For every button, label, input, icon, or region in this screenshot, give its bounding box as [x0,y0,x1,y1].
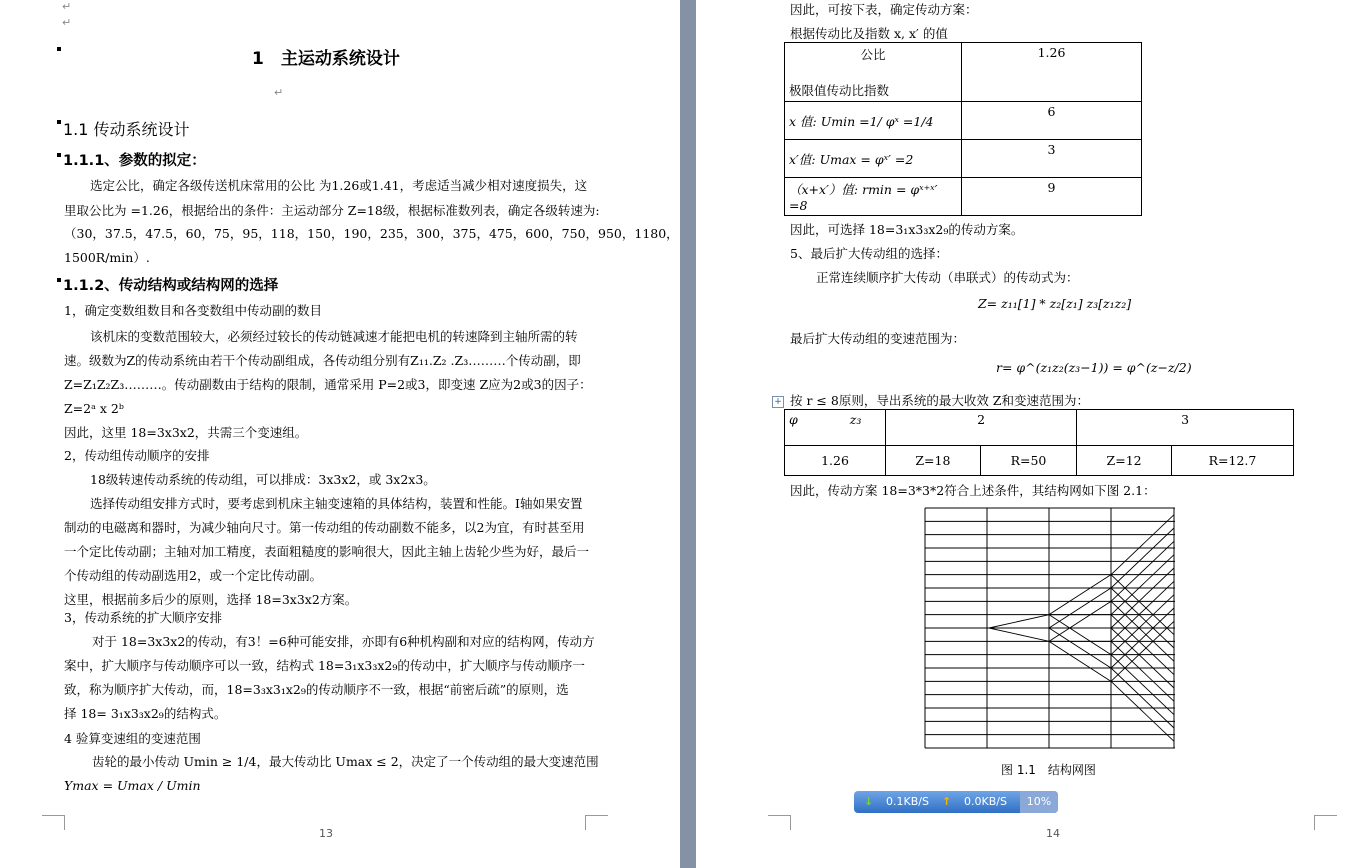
row-value: 6 [962,102,1142,140]
row-value: 9 [962,178,1142,216]
body-line: 致，称为顺序扩大传动，而，18=3₃x3₁x2₉的传动顺序不一致，根据“前密后疏”的原则，选 [64,682,569,697]
formula: r= φ^(z₁z₂(z₃−1)) = φ^(z−z/2) [996,360,1192,375]
net-ray [1111,588,1174,648]
upload-arrow-icon: ↑ [942,795,952,808]
page-number: 14 [1046,827,1060,840]
body-line: 因此，可选择 18=3₁x3₃x2₉的传动方案。 [790,222,1024,237]
margin-corner [42,815,65,830]
row-value: 3 [962,140,1142,178]
net-ray [1049,601,1111,641]
body-line: 18级转速传动系统的传动组，可以排成：3x3x2，或 3x2x3。 [90,472,436,487]
section-heading: 1.1 传动系统设计 [63,120,190,139]
phi-symbol: φ [789,412,798,427]
ratio-table [784,42,1142,216]
body-line: 5、最后扩大传动组的选择： [790,246,948,261]
body-line: 一个定比传动副；主轴对加工精度，表面粗糙度的影响很大，因此主轴上齿轮少些为好，最后一 [64,544,590,559]
formula: Z= z₁₁[1] * z₂[z₁] z₃[z₁z₂] [978,296,1132,311]
net-ray [1111,595,1174,655]
table-move-handle-icon[interactable]: + [772,396,784,408]
net-ray [1049,641,1111,681]
table-header-cell [785,410,886,446]
table-header-cell: 3 [1077,410,1294,446]
net-ray [1111,641,1174,701]
header-ratio: 公比 [860,47,886,62]
body-line: 案中，扩大顺序与传动顺序可以一致，结构式 18=3₁x3₃x2₉的传动中，扩大顺序与传动顺序一 [64,658,585,673]
net-ray [1111,615,1174,675]
subsection-heading: 1.1.1、参数的拟定： [63,153,206,169]
list-item: 2，传动组传动顺序的安排 [64,448,210,463]
heading-bullet [57,47,61,51]
table-header-cell [785,43,962,102]
margin-corner [1314,815,1337,830]
body-line: 该机床的变数范围较大，必须经过较长的传动链减速才能把电机的转速降到主轴所需的转 [90,329,578,344]
body-line: 择 18= 3₁x3₃x2₉的结构式。 [64,706,227,721]
body-line: 因此，这里 18=3x3x2，共需三个变速组。 [64,425,308,440]
net-ray [1111,541,1174,601]
list-item: 3，传动系统的扩大顺序安排 [64,610,222,625]
chapter-title: 1 主运动系统设计 [252,49,400,69]
body-line: 个传动组的传动副选用2，或一个定比传动副。 [64,568,322,583]
body-line: 制动的电磁离和器时，为减少轴向尺寸。第一传动组的传动副数不能多，以2为宜，有时甚至用 [64,520,585,535]
body-line: 正常连续顺序扩大传动（串联式）的传动式为： [816,270,1079,285]
body-line: 因此，传动方案 18=3*3*2符合上述条件，其结构网如下图 2.1： [790,483,1156,498]
net-ray [1111,555,1174,615]
net-ray [1111,568,1174,628]
net-ray [1111,681,1174,741]
header-value: 1.26 [962,43,1142,102]
table-header-cell: 2 [886,410,1077,446]
net-ray [1111,621,1174,681]
net-ray [1111,668,1174,728]
table-cell: Z=18 [886,446,981,476]
z3-symbol: z₃ [849,412,862,427]
paragraph-mark: ↵ [62,16,72,29]
table-cell: R=50 [980,446,1076,476]
paragraph-mark: ↵ [62,0,72,13]
body-line: （30，37.5，47.5，60，75，95，118，150，190，235，300，375，475，600，750，950，1180， [64,226,679,241]
row-label: （x+x′）值: rmin = φˣ⁺ˣ′ =8 [785,178,962,216]
header-index: 极限值传动比指数 [789,83,890,98]
body-line: 对于 18=3x3x2的传动，有3！=6种可能安排，亦即有6种机构副和对应的结构网，传动方 [92,634,595,649]
net-ray [1111,628,1174,688]
net-ray [1111,608,1174,668]
body-line: 速。级数为Z的传动系统由若干个传动副组成，各传动组分别有Z₁₁.Z₂ .Z₃………个传动副，即 [64,353,581,368]
download-arrow-icon: ↓ [864,795,874,808]
download-speed: 0.1KB/S [886,795,929,808]
net-ray [989,628,1049,641]
net-ray [1111,575,1174,635]
body-line: 选定公比，确定各级传送机床常用的公比 为1.26或1.41，考虑适当减少相对速度损失，这 [90,178,588,193]
body-line: 里取公比为 =1.26，根据给出的条件：主运动部分 Z=18级，根据标准数列表，确定各级转速为: [64,203,600,218]
list-item: 4 验算变速组的变速范围 [64,731,201,746]
body-line: 按 r ≤ 8原则，导出系统的最大收效 Z和变速范围为： [790,393,1089,408]
margin-corner [768,815,791,830]
net-ray [1049,588,1111,628]
row-label: x′值: Umax = φˣ′ =2 [785,140,962,178]
net-ray [1049,615,1111,655]
body-line: Z=2ᵃ x 2ᵇ [64,401,124,416]
table-cell: 1.26 [785,446,886,476]
structure-net-diagram [924,507,1176,749]
body-line: Z=Z₁Z₂Z₃………。传动副数由于结构的限制，通常采用 P=2或3，即变速 Z应为2或3的因子： [64,377,592,392]
document-page-14 [696,0,1353,868]
table-caption: 根据传动比及指数 x, x′ 的值 [790,26,948,41]
usage-percent: 10% [1020,791,1058,813]
heading-bullet [57,120,61,124]
list-item: 1，确定变数组数目和各变数组中传动副的数目 [64,303,322,318]
net-ray [1111,528,1174,588]
page-number: 13 [319,827,333,840]
body-line: Ymax = Umax / Umin [64,778,201,793]
paragraph-mark: ↵ [274,86,284,99]
heading-bullet [57,153,61,157]
page-gutter [680,0,696,868]
body-line: 最后扩大传动组的变速范围为： [790,331,966,346]
net-ray [1049,628,1111,668]
margin-corner [585,815,608,830]
row-label: x 值: Umin =1/ φˣ =1/4 [785,102,962,140]
net-ray [1049,575,1111,615]
network-speed-widget[interactable] [854,791,1058,813]
heading-bullet [57,278,61,282]
net-ray [1111,655,1174,715]
figure-caption: 图 1.1 结构网图 [1001,763,1096,777]
body-line: 这里，根据前多后少的原则，选择 18=3x3x2方案。 [64,592,358,607]
range-table [784,409,1294,476]
table-cell: R=12.7 [1171,446,1293,476]
upload-speed: 0.0KB/S [964,795,1007,808]
body-line: 因此，可按下表，确定传动方案： [790,2,978,17]
net-ray [1111,515,1174,575]
net-ray [989,615,1049,628]
net-ray [1111,581,1174,641]
net-ray [1111,601,1174,661]
body-line: 齿轮的最小传动 Umin ≥ 1/4，最大传动比 Umax ≤ 2，决定了一个传动组的最大变速范围 [92,754,599,769]
subsection-heading: 1.1.2、传动结构或结构网的选择 [63,278,279,294]
body-line: 1500R/min）. [64,250,150,265]
body-line: 选择传动组安排方式时，要考虑到机床主轴变速箱的具体结构，装置和性能。I轴如果安置 [90,496,583,511]
table-cell: Z=12 [1077,446,1172,476]
